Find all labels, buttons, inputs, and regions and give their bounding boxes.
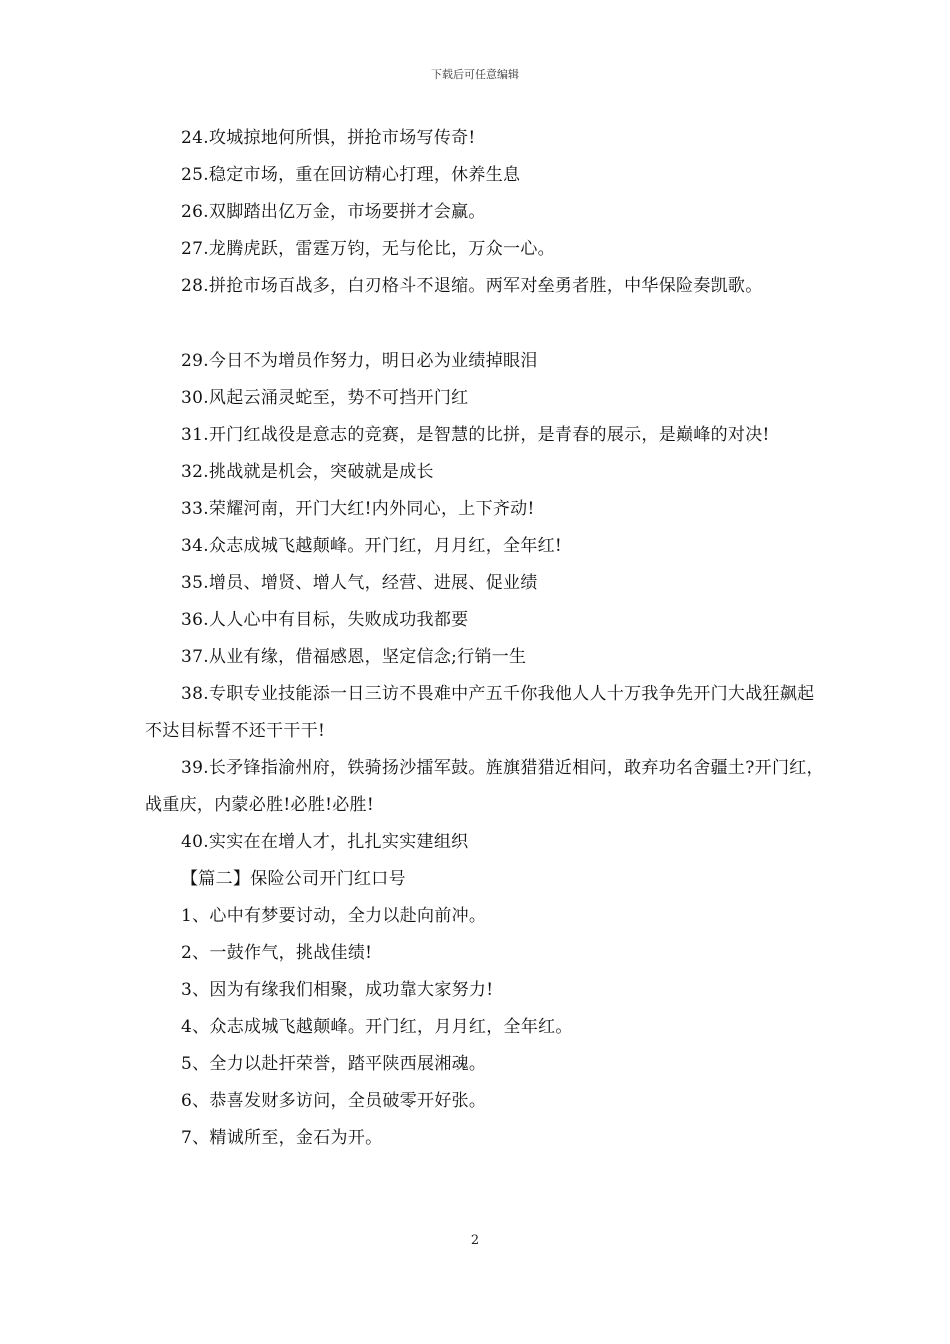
list-item-6: 6、恭喜发财多访问，全员破零开好张。 [181,1091,487,1111]
paragraph-37: 37.从业有缘，借福感恩，坚定信念;行销一生 [181,647,527,667]
section-heading: 【篇二】保险公司开门红口号 [181,869,406,889]
list-item-5: 5、全力以赴扞荣誉，踏平陕西展湘魂。 [181,1054,487,1074]
list-item-1: 1、心中有梦要讨动，全力以赴向前冲。 [181,906,487,926]
list-item-7: 7、精诚所至，金石为开。 [181,1128,383,1148]
list-item-3: 3、因为有缘我们相聚，成功靠大家努力! [181,980,494,1000]
paragraph-28: 28.拼抢市场百战多，白刃格斗不退缩。两军对垒勇者胜，中华保险奏凯歌。 [181,276,763,296]
page-number: 2 [470,1233,480,1248]
paragraph-36: 36.人人心中有目标，失败成功我都要 [181,610,469,630]
paragraph-39: 39.长矛锋指渝州府，铁骑扬沙擂军鼓。旌旗猎猎近相问，敢弃功名舍疆土?开门红，战重庆，内蒙必胜!必胜!必胜! [145,758,824,815]
paragraph-35: 35.增员、增贤、增人气，经营、进展、促业绩 [181,573,538,593]
paragraph-29: 29.今日不为增员作努力，明日必为业绩掉眼泪 [181,351,538,371]
paragraph-31: 31.开门红战役是意志的竞赛，是智慧的比拼，是青春的展示，是巅峰的对决! [181,425,770,445]
paragraph-33: 33.荣耀河南，开门大红!内外同心，上下齐动! [181,499,535,519]
paragraph-25: 25.稳定市场，重在回访精心打理，休养生息 [181,165,521,185]
paragraph-38: 38.专职专业技能添一日三访不畏难中产五千你我他人人十万我争先开门大战狂飙起不达目标誓不还干干干! [145,684,815,741]
paragraph-27: 27.龙腾虎跃，雷霆万钧，无与伦比，万众一心。 [181,239,555,259]
paragraph-32: 32.挑战就是机会，突破就是成长 [181,462,434,482]
document-body [145,120,825,1157]
paragraph-30: 30.风起云涌灵蛇至，势不可挡开门红 [181,388,469,408]
page-header: 下载后可任意编辑 [431,68,519,81]
paragraph-26: 26.双脚踏出亿万金，市场要拼才会赢。 [181,202,486,222]
paragraph-34: 34.众志成城飞越颠峰。开门红，月月红，全年红! [181,536,563,556]
paragraph-24: 24.攻城掠地何所惧，拼抢市场写传奇! [181,128,476,148]
list-item-4: 4、众志成城飞越颠峰。开门红，月月红，全年红。 [181,1017,573,1037]
list-item-2: 2、一鼓作气，挑战佳绩! [181,943,373,963]
paragraph-40: 40.实实在在增人才，扎扎实实建组织 [181,832,469,852]
